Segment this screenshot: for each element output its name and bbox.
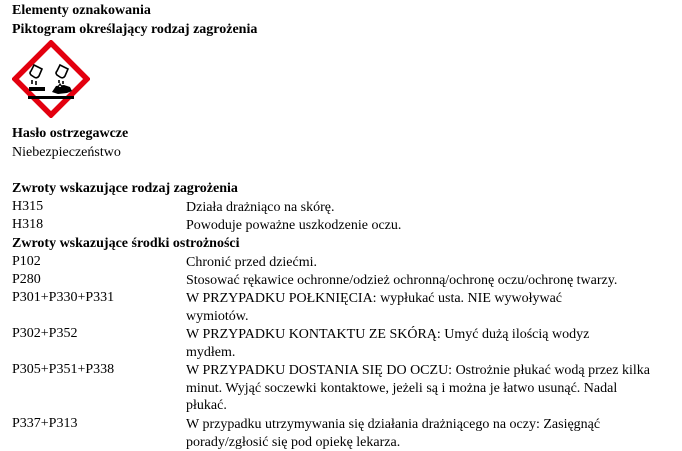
precaution-text: Stosować rękawice ochronne/odzież ochronną/ochronę oczu/ochronę twarzy.	[186, 273, 618, 288]
section-heading: Elementy oznakowania	[12, 3, 151, 18]
label-elements-section	[12, 0, 682, 451]
hazard-text: Działa drażniąco na skórę.	[186, 200, 335, 215]
hazard-code: H318	[12, 217, 44, 232]
pictogram-heading: Piktogram określający rodzaj zagrożenia	[12, 22, 258, 37]
precaution-code: P102	[12, 254, 41, 269]
precaution-code: P337+P313	[12, 416, 78, 431]
signal-word: Niebezpieczeństwo	[12, 145, 121, 160]
precaution-text: Chronić przed dziećmi.	[186, 255, 318, 270]
precaution-code: P302+P352	[12, 326, 78, 341]
signal-word-heading: Hasło ostrzegawcze	[12, 126, 129, 141]
corrosion-ghs05-icon	[12, 40, 90, 118]
precaution-text: W przypadku utrzymywania się działania drażniącego na oczy: Zasięgnąć porady/zgłosić się pod opiekę lekarza.	[186, 417, 601, 450]
precaution-text: W PRZYPADKU POŁKNIĘCIA: wypłukać usta. NIE wywoływać wymiotów.	[186, 291, 563, 324]
precaution-text: W PRZYPADKU DOSTANIA SIĘ DO OCZU: Ostrożnie płukać wodą przez kilka minut. Wyjąć soczewki kontaktowe, jeżeli są i można je łatwo usunąć. Nadal płukać.	[186, 363, 650, 413]
precautionary-statements-heading: Zwroty wskazujące środki ostrożności	[12, 236, 240, 251]
precaution-code: P301+P330+P331	[12, 290, 115, 305]
hazard-statements-heading: Zwroty wskazujące rodzaj zagrożenia	[12, 181, 238, 196]
precaution-text: W PRZYPADKU KONTAKTU ZE SKÓRĄ: Umyć dużą ilością wodyz mydłem.	[186, 327, 590, 360]
hazard-code: H315	[12, 199, 44, 214]
precaution-code: P305+P351+P338	[12, 362, 115, 377]
precaution-code: P280	[12, 272, 41, 287]
hazard-text: Powoduje poważne uszkodzenie oczu.	[186, 218, 402, 233]
